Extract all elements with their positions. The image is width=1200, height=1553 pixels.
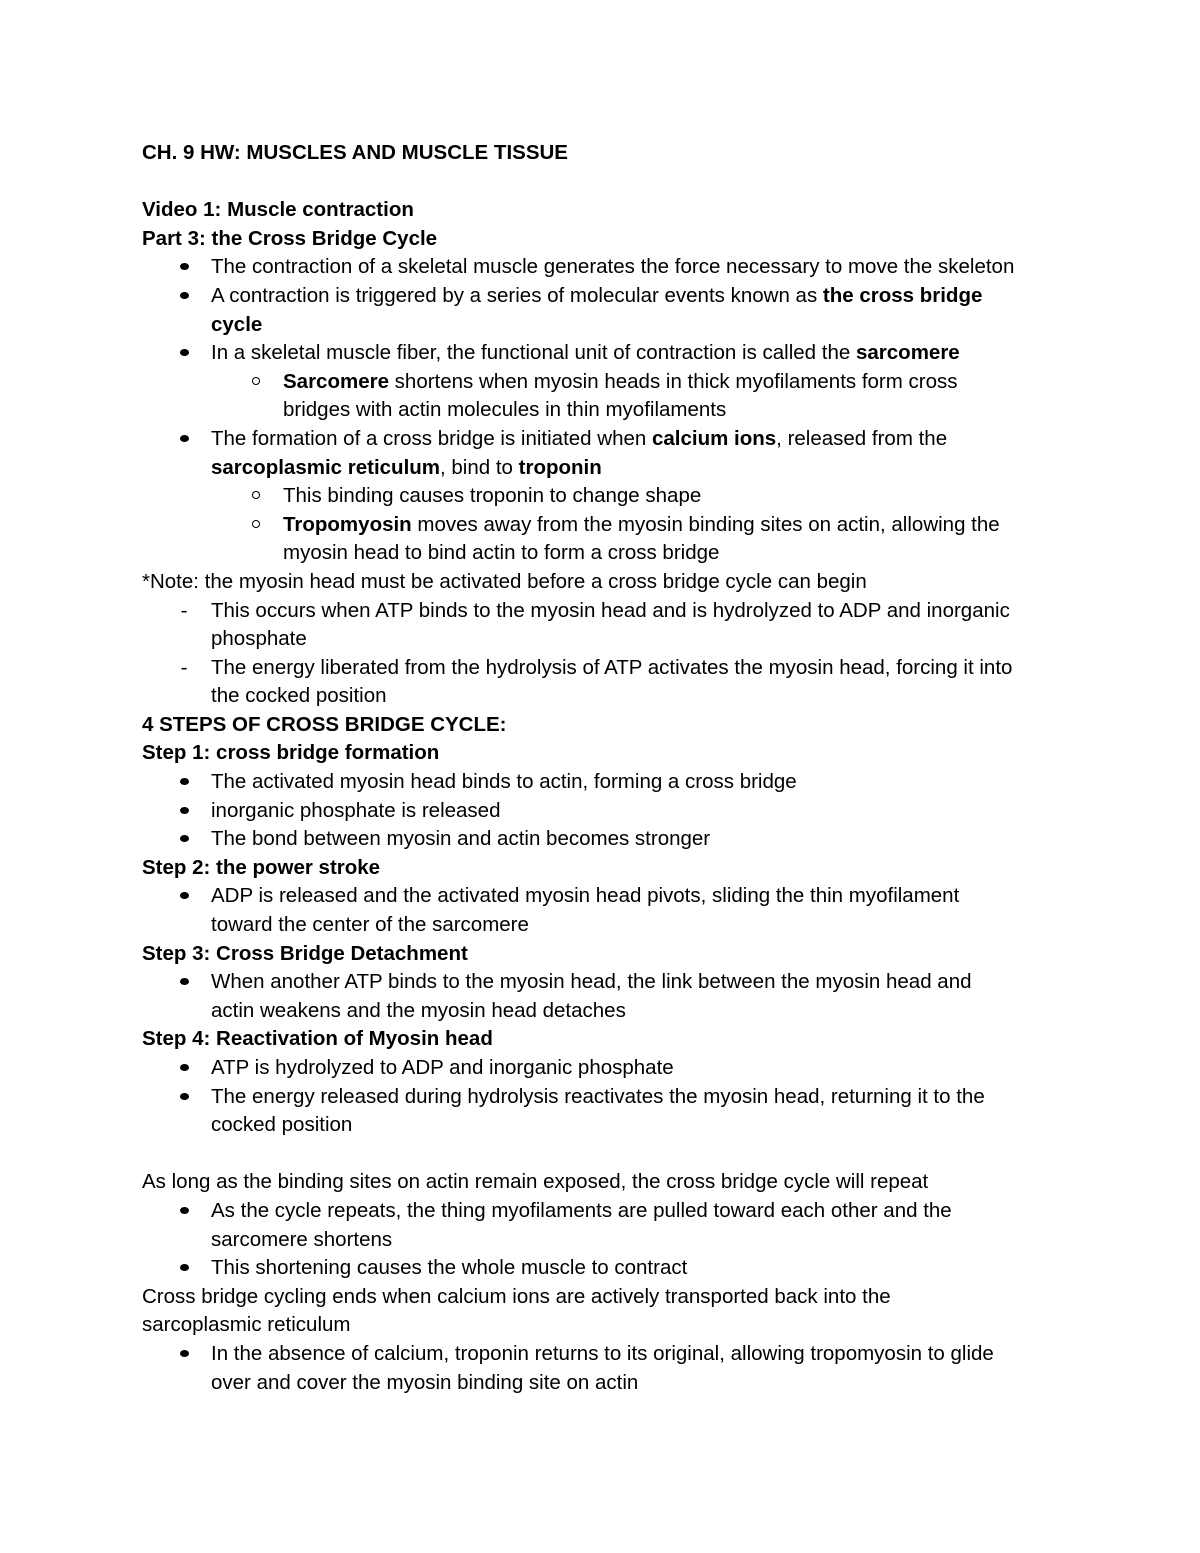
bullet-icon [177, 253, 191, 282]
part-bullet-list [142, 425, 1077, 482]
list-item: The formation of a cross bridge is initiated when calcium ions, released from the sarcoplasmic reticulum, bind to troponin [142, 425, 1077, 482]
bullet-icon [177, 1197, 191, 1226]
step3-heading: Step 3: Cross Bridge Detachment [142, 941, 468, 965]
bullet-icon [177, 282, 191, 311]
step1-list [142, 768, 1077, 854]
list-item: In the absence of calcium, troponin returns to its original, allowing tropomyosin to glide over and cover the myosin binding site on actin [142, 1340, 1077, 1397]
list-item: - The energy liberated from the hydrolysis of ATP activates the myosin head, forcing it into the cocked position [142, 654, 1077, 711]
bullet-icon [177, 1254, 191, 1283]
list-item: ATP is hydrolyzed to ADP and inorganic phosphate [142, 1054, 1077, 1083]
bullet-icon [177, 1083, 191, 1112]
step1-heading: Step 1: cross bridge formation [142, 741, 440, 765]
hollow-bullet-icon [249, 511, 263, 540]
video-heading: Video 1: Muscle contraction [142, 198, 414, 222]
document-title: CH. 9 HW: MUSCLES AND MUSCLE TISSUE [142, 141, 568, 164]
spacer [142, 1140, 1077, 1169]
step2-heading: Step 2: the power stroke [142, 855, 381, 879]
list-item: The energy released during hydrolysis reactivates the myosin head, returning it to the cocked position [142, 1083, 1077, 1140]
list-item: In a skeletal muscle fiber, the functional unit of contraction is called the sarcomere [142, 339, 1077, 368]
steps-heading: 4 STEPS OF CROSS BRIDGE CYCLE: [142, 712, 507, 736]
bullet-icon [177, 1054, 191, 1083]
note-dash-list [142, 597, 1077, 711]
step3-list [142, 968, 1077, 1025]
bullet-icon [177, 825, 191, 854]
list-item: The contraction of a skeletal muscle generates the force necessary to move the skeleton [142, 253, 1077, 282]
step2-list [142, 882, 1077, 939]
hollow-bullet-icon [249, 482, 263, 511]
ending-list [142, 1340, 1077, 1397]
repeat-list [142, 1197, 1077, 1283]
step4-heading: Step 4: Reactivation of Myosin head [142, 1027, 493, 1051]
list-item: When another ATP binds to the myosin head, the link between the myosin head and actin weakens and the myosin head detaches [142, 968, 1077, 1025]
list-item: The activated myosin head binds to actin, forming a cross bridge [142, 768, 1077, 797]
bullet-icon [177, 797, 191, 826]
part-heading: Part 3: the Cross Bridge Cycle [142, 226, 438, 250]
ending-text: Cross bridge cycling ends when calcium ions are actively transported back into the [142, 1284, 891, 1308]
list-item: As the cycle repeats, the thing myofilaments are pulled toward each other and the sarcomere shortens [142, 1197, 1077, 1254]
bullet-icon [177, 425, 191, 454]
spacer [142, 168, 1077, 197]
list-item: - This occurs when ATP binds to the myosin head and is hydrolyzed to ADP and inorganic phosphate [142, 597, 1077, 654]
list-item: inorganic phosphate is released [142, 797, 1077, 826]
sub-bullet-list [142, 368, 1077, 425]
document-body [142, 139, 1077, 1397]
list-item: The bond between myosin and actin becomes stronger [142, 825, 1077, 854]
bullet-icon [177, 882, 191, 911]
dash-icon [177, 654, 191, 683]
bullet-icon [177, 339, 191, 368]
list-item: Tropomyosin moves away from the myosin binding sites on actin, allowing the myosin head to bind actin to form a cross bridge [142, 511, 1077, 568]
note-text: *Note: the myosin head must be activated before a cross bridge cycle can begin [142, 569, 867, 593]
hollow-bullet-icon [249, 368, 263, 397]
list-item: This binding causes troponin to change shape [142, 482, 1077, 511]
list-item: Sarcomere shortens when myosin heads in thick myofilaments form cross bridges with actin molecules in thin myofilaments [142, 368, 1077, 425]
step4-list [142, 1054, 1077, 1140]
bullet-icon [177, 1340, 191, 1369]
dash-icon [177, 597, 191, 626]
repeat-text: As long as the binding sites on actin remain exposed, the cross bridge cycle will repeat [142, 1170, 929, 1194]
list-item: A contraction is triggered by a series of molecular events known as the cross bridge cycle [142, 282, 1077, 339]
list-item: This shortening causes the whole muscle to contract [142, 1254, 1077, 1283]
ending-text: sarcoplasmic reticulum [142, 1313, 351, 1337]
sub-bullet-list [142, 482, 1077, 568]
part-bullet-list [142, 253, 1077, 367]
list-item: ADP is released and the activated myosin head pivots, sliding the thin myofilament toward the center of the sarcomere [142, 882, 1077, 939]
bullet-icon [177, 968, 191, 997]
bullet-icon [177, 768, 191, 797]
